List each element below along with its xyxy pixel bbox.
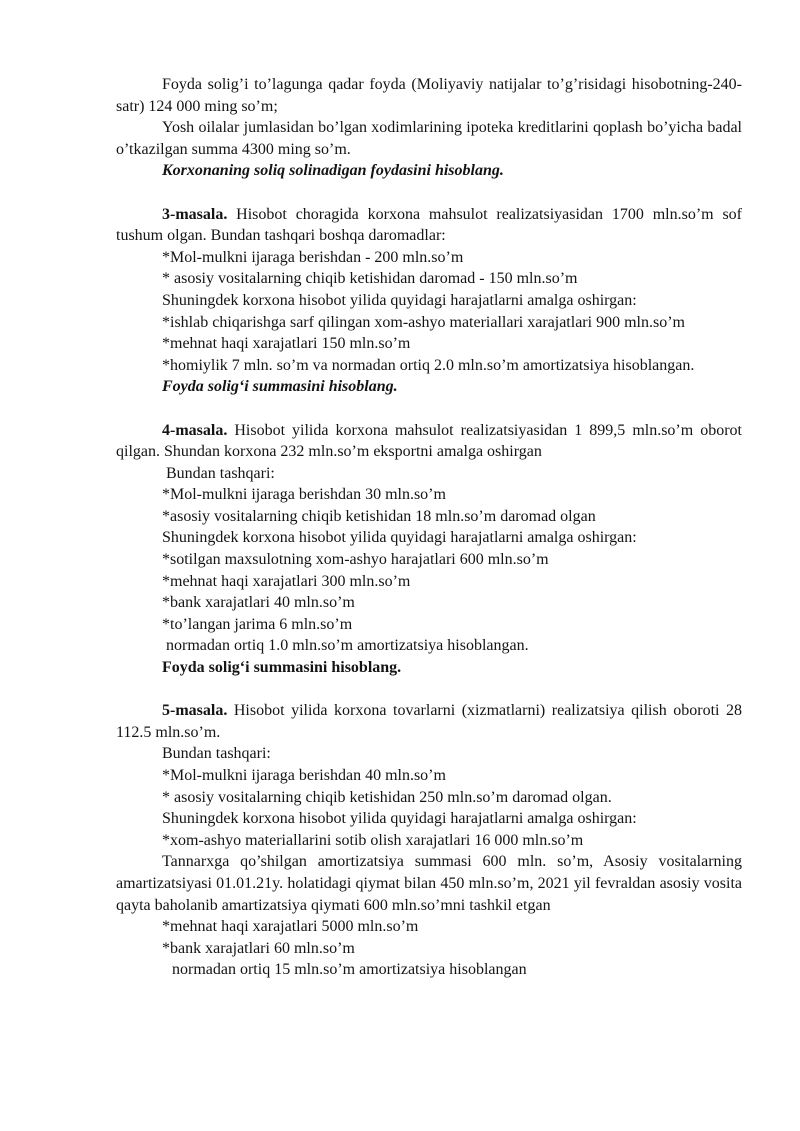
problem-4-line: *Mol-mulkni ijaraga berishdan 30 mln.so’m [162, 486, 446, 504]
problem-5-line: Tannarxga qo’shilgan amortizatsiya summasi 600 mln. so’m, Asosiy vositalarning amartizatsiyasi 01.01.21y. holatidagi qiymat bilan 450 mln.so’m, 2021 yil fevraldan asosiy vosita qayta baholanib amartizatsiya qiymati 600 mln.so’mni tashkil etgan [116, 853, 742, 914]
problem-4-line: *asosiy vositalarning chiqib ketishidan 18 mln.so’m daromad olgan [162, 507, 596, 525]
problem-4-line: Shuningdek korxona hisobot yilida quyidagi harajatlarni amalga oshirgan: [162, 529, 637, 547]
intro-paragraph-1: Foyda solig’i to’lagunga qadar foyda (Moliyaviy natijalar to’g’risidagi hisobotning-240-satr) 124 000 ming so’m; [116, 76, 742, 115]
spacer [116, 398, 742, 420]
problem-5-line: *mehnat haqi xarajatlari 5000 mln.so’m [162, 918, 419, 936]
intro-task: Korxonaning soliq solinadigan foydasini hisoblang. [162, 162, 504, 180]
problem-5-line: Bundan tashqari: [162, 745, 271, 763]
problem-3-line: * asosiy vositalarning chiqib ketishidan daromad - 150 mln.so’m [162, 270, 578, 288]
problem-5-line: *Mol-mulkni ijaraga berishdan 40 mln.so’m [162, 767, 446, 784]
problem-3-line: Shuningdek korxona hisobot yilida quyidagi harajatlarni amalga oshirgan: [162, 291, 637, 309]
problem-3-paragraph [116, 204, 742, 247]
problem-4-line: Bundan tashqari: [166, 464, 275, 482]
problem-5-line: Shuningdek korxona hisobot yilida quyidagi harajatlarni amalga oshirgan: [162, 810, 637, 828]
problem-4-paragraph [116, 420, 742, 463]
problem-5-line: normadan ortiq 15 mln.so’m amortizatsiya hisoblangan [172, 961, 527, 979]
spacer [116, 679, 742, 701]
problem-4-task: Foyda solig‘i summasini hisoblang. [162, 659, 402, 677]
problem-4-line: *mehnat haqi xarajatlari 300 mln.so’m [162, 572, 411, 590]
problem-5-line: *bank xarajatlari 60 mln.so’m [162, 939, 355, 957]
problem-4-line: *sotilgan maxsulotning xom-ashyo harajatlari 600 mln.so’m [162, 551, 549, 569]
problem-4-line: normadan ortiq 1.0 mln.so’m amortizatsiya hisoblangan. [166, 637, 529, 655]
problem-4-line: *bank xarajatlari 40 mln.so’m [162, 594, 355, 612]
problem-4-title: 4-masala. [162, 421, 228, 439]
problem-3-line: *homiylik 7 mln. so’m va normadan ortiq 2.0 mln.so’m amortizatsiya hisoblangan. [162, 356, 695, 374]
problem-3-text: Hisobot choragida korxona mahsulot realizatsiyasidan 1700 mln.so’m sof tushum olgan. Bundan tashqari boshqa daromadlar: [116, 205, 742, 245]
problem-3-task: Foyda solig‘i summasini hisoblang. [162, 378, 398, 396]
intro-paragraph-2: Yosh oilalar jumlasidan bo’lgan xodimlarining ipoteka kreditlarini qoplash bo’yicha badal o’tkazilgan summa 4300 ming so’m. [116, 119, 742, 158]
problem-3-line: *mehnat haqi xarajatlari 150 mln.so’m [162, 335, 411, 353]
problem-5-title: 5-masala. [162, 702, 228, 720]
problem-3-title: 3-masala. [162, 205, 228, 223]
spacer [116, 182, 742, 204]
problem-5-line: *xom-ashyo materiallarini sotib olish xarajatlari 16 000 mln.so’m [162, 831, 584, 849]
problem-3-line: *ishlab chiqarishga sarf qilingan xom-ashyo materiallari xarajatlari 900 mln.so’m [162, 313, 685, 331]
problem-4-line: *to’langan jarima 6 mln.so’m [162, 615, 353, 633]
problem-4-text: Hisobot yilida korxona mahsulot realizatsiyasidan 1 899,5 mln.so’m oborot qilgan. Shundan korxona 232 mln.so’m eksportni amalga oshirgan [116, 421, 742, 461]
document-page [116, 74, 742, 981]
problem-5-text: Hisobot yilida korxona tovarlarni (xizmatlarni) realizatsiya qilish oboroti 28 112.5 mln.so’m. [116, 702, 742, 741]
problem-5-line: * asosiy vositalarning chiqib ketishidan 250 mln.so’m daromad olgan. [162, 788, 612, 806]
problem-3-line: *Mol-mulkni ijaraga berishdan - 200 mln.so’m [162, 248, 464, 266]
problem-5-paragraph [116, 700, 742, 743]
